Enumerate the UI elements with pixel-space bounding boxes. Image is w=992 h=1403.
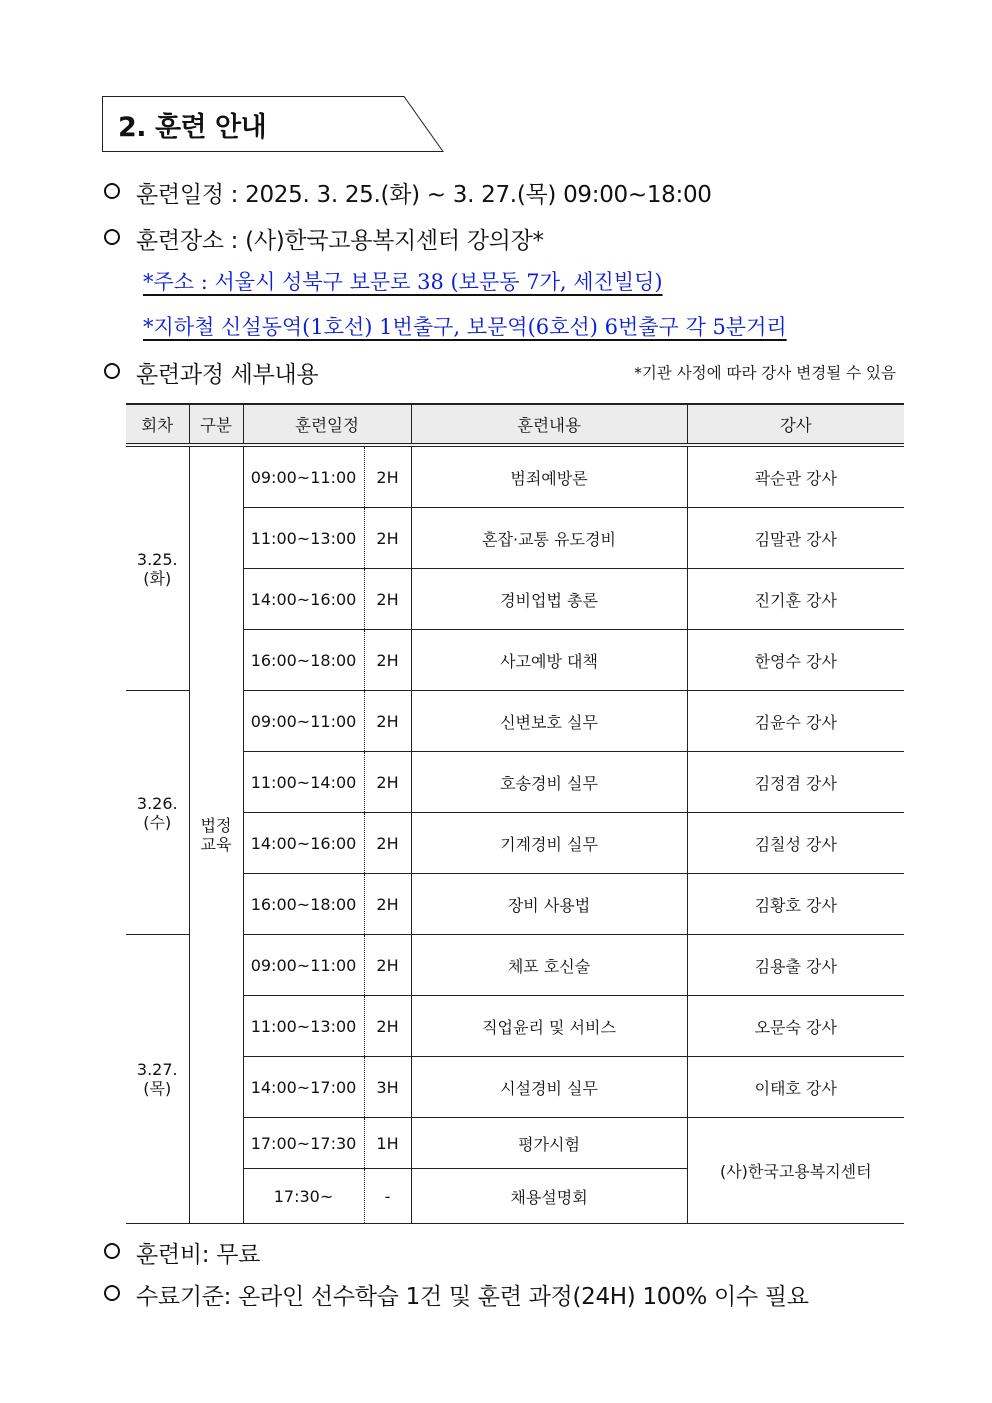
fee-text: 훈련비: 무료 [136,1242,261,1268]
bullet-circle-icon [104,1243,120,1259]
content-cell: 범죄예방론 [411,445,687,508]
content-cell: 경비업법 총론 [411,569,687,630]
instructor-cell: 오문숙 강사 [687,996,904,1057]
instructor-cell: 김칠성 강사 [687,813,904,874]
header-session: 회차 [126,404,189,445]
content-cell: 신변보호 실무 [411,691,687,752]
time-cell: 16:00~18:00 [243,630,364,691]
content-cell: 사고예방 대책 [411,630,687,691]
table-header-row [126,404,904,445]
time-cell: 16:00~18:00 [243,874,364,935]
table-row [126,569,904,630]
content-cell: 호송경비 실무 [411,752,687,813]
table-row [126,508,904,569]
time-cell: 09:00~11:00 [243,691,364,752]
completion-line [104,1278,809,1311]
time-cell: 09:00~11:00 [243,935,364,996]
hours-cell: - [364,1169,411,1224]
hours-cell: 2H [364,508,411,569]
day-label: 3.25. (화) [126,445,189,691]
bullet-circle-icon [104,183,120,199]
schedule-table [126,403,904,1224]
content-cell: 체포 호신술 [411,935,687,996]
hours-cell: 2H [364,569,411,630]
course-heading-line [104,356,318,389]
bullet-circle-icon [104,229,120,245]
completion-text: 수료기준: 온라인 선수학습 1건 및 훈련 과정(24H) 100% 이수 필요 [136,1284,809,1310]
hours-cell: 1H [364,1118,411,1169]
time-cell: 11:00~14:00 [243,752,364,813]
instructor-cell: 김윤수 강사 [687,691,904,752]
section-title-box [102,96,444,152]
time-cell: 14:00~16:00 [243,569,364,630]
bullet-circle-icon [104,363,120,379]
header-category: 구분 [189,404,243,445]
table-row [126,752,904,813]
schedule-text: 훈련일정 : 2025. 3. 25.(화) ~ 3. 27.(목) 09:00~18:00 [136,182,712,208]
content-cell: 장비 사용법 [411,874,687,935]
header-instructor: 강사 [687,404,904,445]
hours-cell: 2H [364,445,411,508]
content-cell: 시설경비 실무 [411,1057,687,1118]
schedule-line [104,176,712,209]
time-cell: 17:30~ [243,1169,364,1224]
instructor-cell-merged: (사)한국고용복지센터 [687,1118,904,1224]
instructor-cell: 김용출 강사 [687,935,904,996]
bullet-circle-icon [104,1285,120,1301]
instructor-cell: 한영수 강사 [687,630,904,691]
time-cell: 09:00~11:00 [243,445,364,508]
day-label: 3.27. (목) [126,935,189,1224]
content-cell: 채용설명회 [411,1169,687,1224]
table-row [126,935,904,996]
table-row [126,691,904,752]
instructor-cell: 이태호 강사 [687,1057,904,1118]
hours-cell: 3H [364,1057,411,1118]
time-cell: 14:00~16:00 [243,813,364,874]
content-cell: 혼잡·교통 유도경비 [411,508,687,569]
address-note: *주소 : 서울시 성북구 보문로 38 (보문동 7가, 세진빌딩) [143,270,663,294]
venue-line [104,222,544,255]
hours-cell: 2H [364,630,411,691]
category-cell: 법정 교육 [189,445,243,1224]
instructor-cell: 김정겸 강사 [687,752,904,813]
content-cell: 기계경비 실무 [411,813,687,874]
course-note: *기관 사정에 따라 강사 변경될 수 있음 [634,364,896,382]
instructor-cell: 진기훈 강사 [687,569,904,630]
hours-cell: 2H [364,691,411,752]
hours-cell: 2H [364,813,411,874]
time-cell: 17:00~17:30 [243,1118,364,1169]
table-row [126,445,904,508]
instructor-cell: 김황호 강사 [687,874,904,935]
content-cell: 직업윤리 및 서비스 [411,996,687,1057]
header-content: 훈련내용 [411,404,687,445]
subway-note: *지하철 신설동역(1호선) 1번출구, 보문역(6호선) 6번출구 각 5분거리 [143,315,787,339]
table-row [126,996,904,1057]
hours-cell: 2H [364,996,411,1057]
time-cell: 11:00~13:00 [243,996,364,1057]
hours-cell: 2H [364,935,411,996]
time-cell: 14:00~17:00 [243,1057,364,1118]
time-cell: 11:00~13:00 [243,508,364,569]
hours-cell: 2H [364,874,411,935]
table-row [126,813,904,874]
content-cell: 평가시험 [411,1118,687,1169]
table-row [126,874,904,935]
section-title: 2. 훈련 안내 [118,112,267,143]
day-label: 3.26. (수) [126,691,189,935]
hours-cell: 2H [364,752,411,813]
instructor-cell: 곽순관 강사 [687,445,904,508]
instructor-cell: 김말관 강사 [687,508,904,569]
table-row [126,1057,904,1118]
venue-text: 훈련장소 : (사)한국고용복지센터 강의장* [136,228,544,254]
fee-line [104,1236,260,1269]
course-heading: 훈련과정 세부내용 [136,362,319,388]
table-row [126,630,904,691]
table-row [126,1118,904,1169]
header-time: 훈련일정 [243,404,411,445]
